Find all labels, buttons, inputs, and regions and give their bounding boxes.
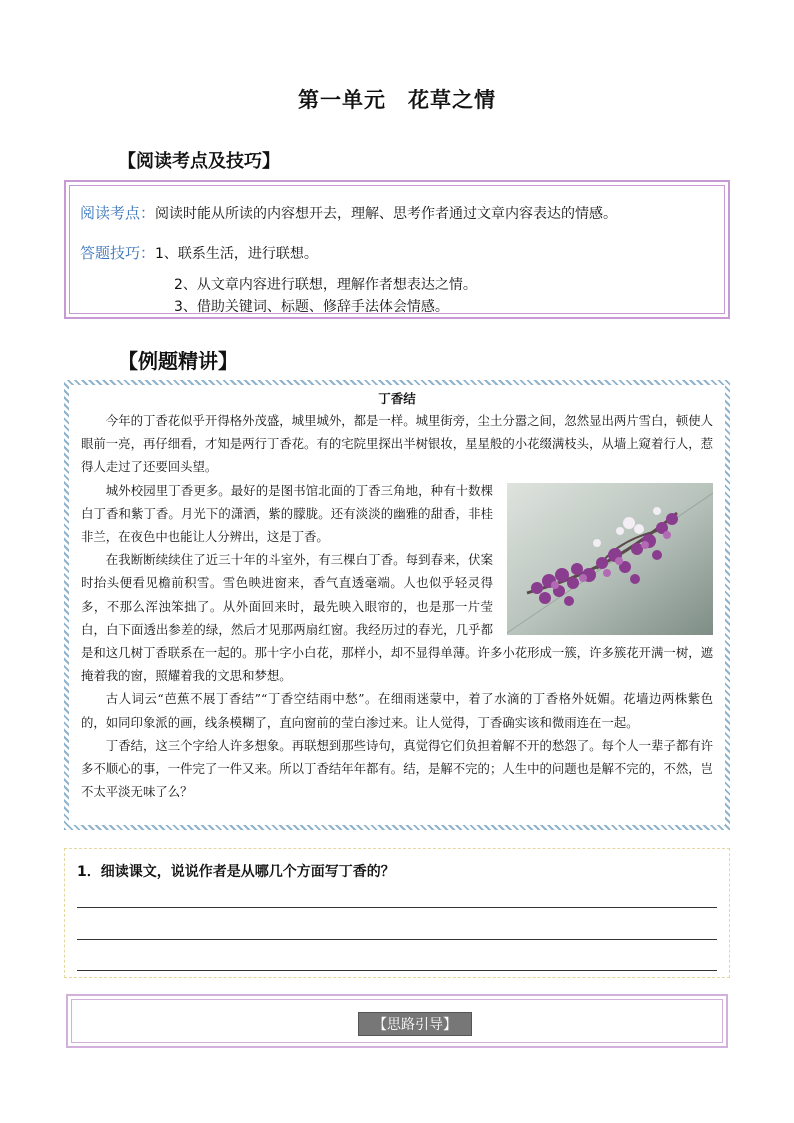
lilac-photo xyxy=(507,483,713,635)
answer-line[interactable] xyxy=(77,939,717,940)
article-paragraph: 今年的丁香花似乎开得格外茂盛，城里城外，都是一样。城里街旁，尘土分嚣之间，忽然显出两片雪白，顿使人眼前一亮，再仔细看，才知是两行丁香花。有的宅院里探出半树银妆，星星般的小花缀满枝头，从墙上窥着行人，惹得人走过了还要回头望。 xyxy=(81,413,713,475)
answer-tip-1: 1、联系生活，进行联想。 xyxy=(155,246,318,262)
reading-point-row xyxy=(80,202,617,223)
answer-tip-3: 3、借助关键词、标题、修辞手法体会情感。 xyxy=(174,299,449,315)
answer-tips-label: 答题技巧： xyxy=(80,244,156,262)
article-paragraph: 古人词云“芭蕉不展丁香结”“丁香空结雨中愁”。在细雨迷蒙中，着了水滴的丁香格外妩媚。花墙边两株紫色的，如同印象派的画，线条模糊了，直向窗前的莹白渗过来。让人觉得，丁香确实该和微雨连在一起。 xyxy=(81,691,713,730)
thinking-guide-button[interactable]: 【思路引导】 xyxy=(358,1012,472,1036)
reading-point-label: 阅读考点： xyxy=(80,204,156,222)
article-body xyxy=(81,409,713,803)
article-title: 丁香结 xyxy=(378,391,416,406)
guide-box xyxy=(66,994,728,1048)
page-title: 第一单元 花草之情 xyxy=(298,88,496,112)
answer-line[interactable] xyxy=(77,970,717,971)
guide-inner xyxy=(71,999,723,1043)
section-heading-reading: 【阅读考点及技巧】 xyxy=(118,151,280,172)
article-inner xyxy=(69,385,725,825)
reading-points-inner xyxy=(69,185,725,314)
reading-point-text: 阅读时能从所读的内容想开去，理解、思考作者通过文章内容表达的情感。 xyxy=(155,206,618,222)
answer-tips-row xyxy=(80,242,318,263)
answer-line[interactable] xyxy=(77,907,717,908)
article-box xyxy=(64,380,730,830)
article-paragraph: 丁香结，这三个字给人许多想象。再联想到那些诗句，真觉得它们负担着解不开的愁怨了。每个人一辈子都有许多不顺心的事，一件完了一件又来。所以丁香结年年都有。结，是解不完的；人生中的问题也是解不完的，不然，岂不太平淡无味了么？ xyxy=(81,737,713,800)
section-heading-examples: 【例题精讲】 xyxy=(118,349,238,373)
article-paragraph: 在我断断续续住了近三十年的斗室外，有三棵白丁香。每到春来，伏案时抬头便看见檐前积雪。雪色映进窗来，香气直透毫端。人也似乎轻灵得多，不那么浑浊笨拙了。从外面回来时，最先映入眼帘的，也是那一片莹白，白下面透出参差的绿，然后才见那两扇红窗。我经历过的春光，几乎都是和这几树丁香联系在一起的。那十字小白花，那样小，却不显得单薄。许多小花形成一簇，许多簇花开满一树，遮掩着我的窗，照耀着我的文思和梦想。 xyxy=(81,552,713,684)
question-box xyxy=(64,848,730,978)
answer-tip-2: 2、从文章内容进行联想，理解作者想表达之情。 xyxy=(174,277,477,293)
question-text: 1．细读课文，说说作者是从哪几个方面写丁香的？ xyxy=(77,864,395,880)
article-paragraph: 城外校园里丁香更多。最好的是图书馆北面的丁香三角地，种有十数棵白丁香和紫丁香。月光下的潇洒，紫的朦胧。还有淡淡的幽雅的甜香，非桂非兰，在夜色中也能让人分辨出，这是丁香。 xyxy=(81,482,493,545)
reading-points-box xyxy=(64,180,730,319)
